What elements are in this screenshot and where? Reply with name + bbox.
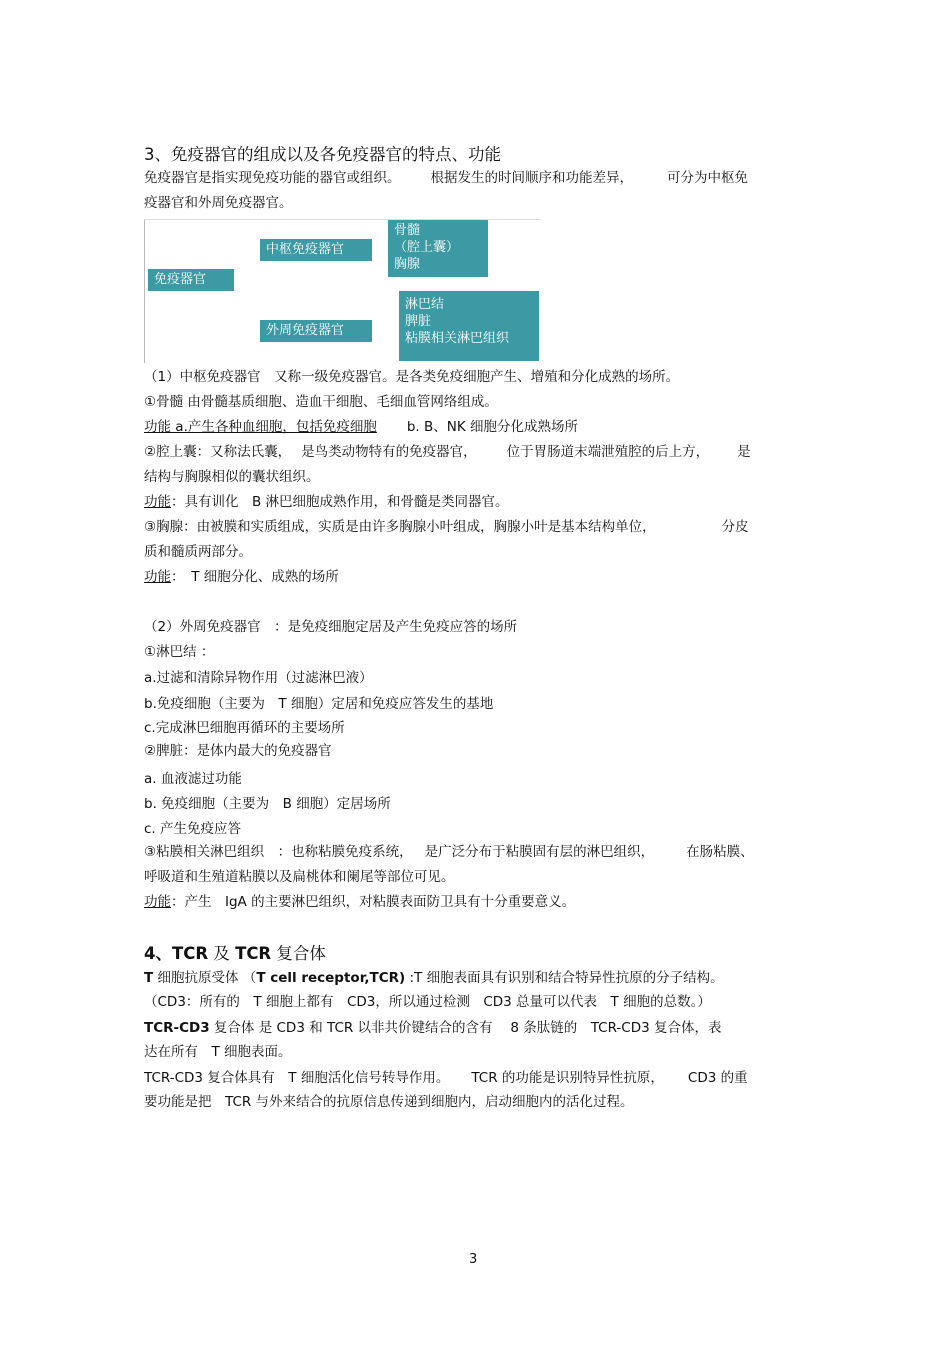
tcr-cd3-function-line-2: 要功能是把 TCR 与外来结合的抗原信息传递到细胞内，启动细胞内的活化过程。 bbox=[144, 1094, 634, 1110]
spleen-b: b. 免疫细胞（主要为 B 细胞）定居场所 bbox=[144, 796, 391, 812]
diagram-peripheral-box: 外周免疫器官 bbox=[260, 320, 372, 342]
tcr-cd3-function-line-1 bbox=[144, 1070, 748, 1088]
spleen-a: a. 血液滤过功能 bbox=[144, 771, 242, 787]
section-3-title: 3、免疫器官的组成以及各免疫器官的特点、功能 bbox=[144, 145, 501, 164]
tcr-text: T cell receptor,TCR) bbox=[256, 970, 406, 986]
intro-text-c: 可分为中枢免 bbox=[667, 170, 748, 186]
bursa-text-c: 位于胃肠道末端泄殖腔的后上方， bbox=[506, 444, 710, 460]
tcr-text: :T 细胞表面具有识别和结合特异性抗原的分子结构。 bbox=[405, 970, 724, 986]
page-number: 3 bbox=[469, 1252, 478, 1267]
peripheral-item: 淋巴结 bbox=[405, 297, 445, 312]
central-item: 骨髓 bbox=[394, 223, 421, 238]
section-4-title bbox=[144, 943, 326, 964]
spleen-c: c. 产生免疫应答 bbox=[144, 821, 242, 837]
peripheral-item: 粘膜相关淋巴组织 bbox=[405, 331, 510, 346]
tcr-cd3-text: 复合体 是 CD3 和 TCR 以非共价键结合的含有 8 条肽链的 TCR-CD3 复合体，表 bbox=[209, 1020, 722, 1036]
bone-marrow-line: ①骨髓 由骨髓基质细胞、造血干细胞、毛细血管网络组成。 bbox=[144, 394, 498, 410]
thymus-structure-line: 质和髓质两部分。 bbox=[144, 544, 252, 560]
central-organ-intro: （1）中枢免疫器官 又称一级免疫器官。是各类免疫细胞产生、增殖和分化成熟的场所。 bbox=[144, 369, 680, 385]
tcr-cd3-line-2: 达在所有 T 细胞表面。 bbox=[144, 1044, 292, 1060]
malt-text-b: 是广泛分布于粘膜固有层的淋巴组织， bbox=[424, 844, 655, 860]
tcr-text: T bbox=[144, 970, 154, 986]
title-part: TCR bbox=[235, 944, 272, 963]
function-text: ：具有训化 B 淋巴细胞成熟作用，和骨髓是类同器官。 bbox=[171, 494, 509, 510]
lymph-node-c: c.完成淋巴细胞再循环的主要场所 bbox=[144, 720, 345, 736]
tcr-definition-line bbox=[144, 970, 724, 988]
thymus-text-b: 分皮 bbox=[721, 519, 749, 535]
cd3-line: （CD3：所有的 T 细胞上都有 CD3，所以通过检测 CD3 总量可以代表 T 细胞的总数。） bbox=[144, 994, 711, 1010]
bursa-line bbox=[144, 444, 751, 462]
bone-marrow-function-line bbox=[144, 419, 578, 437]
thymus-function-line bbox=[144, 569, 339, 587]
title-part: 4、TCR bbox=[144, 944, 209, 963]
intro-line-2: 疫器官和外周免疫器官。 bbox=[144, 195, 293, 211]
title-part: 及 bbox=[208, 944, 236, 963]
diagram-left-border bbox=[144, 219, 145, 363]
diagram-root-box: 免疫器官 bbox=[148, 269, 234, 291]
tcr-cd3-text: TCR-CD3 bbox=[144, 1020, 210, 1036]
peripheral-item: 脾脏 bbox=[405, 314, 432, 329]
tcr-text: 细胞抗原受体 （ bbox=[153, 970, 257, 986]
function-text: ： T 细胞分化、成熟的场所 bbox=[171, 569, 339, 585]
bursa-structure-line: 结构与胸腺相似的囊状组织。 bbox=[144, 469, 320, 485]
lymph-node-b: b.免疫细胞（主要为 T 细胞）定居和免疫应答发生的基地 bbox=[144, 696, 494, 712]
malt-text-c: 在肠粘膜、 bbox=[686, 844, 754, 860]
central-item: （腔上囊） bbox=[394, 240, 460, 255]
malt-location-line: 呼吸道和生殖道粘膜以及扁桃体和阑尾等部位可见。 bbox=[144, 869, 455, 885]
bursa-text-d: 是 bbox=[737, 444, 751, 460]
malt-text-a: ③粘膜相关淋巴组织 ：也称粘膜免疫系统， bbox=[144, 844, 413, 860]
diagram-central-items-box bbox=[388, 220, 488, 277]
intro-text-b: 根据发生的时间顺序和功能差异， bbox=[430, 170, 633, 186]
diagram-central-box: 中枢免疫器官 bbox=[260, 239, 372, 261]
function-label: 功能 bbox=[144, 419, 171, 435]
tcr-function-text: CD3 的重 bbox=[687, 1070, 748, 1086]
diagram-peripheral-items-box bbox=[399, 291, 539, 361]
function-text-b: b. B、NK 细胞分化成熟场所 bbox=[406, 419, 579, 435]
thymus-text-a: ③胸腺：由被膜和实质组成，实质是由许多胸腺小叶组成，胸腺小叶是基本结构单位， bbox=[144, 519, 656, 535]
title-part: 复合体 bbox=[271, 944, 326, 963]
malt-function-line bbox=[144, 894, 575, 912]
intro-line-1 bbox=[144, 170, 748, 188]
intro-text-a: 免疫器官是指实现免疫功能的器官或组织。 bbox=[144, 170, 401, 186]
tcr-cd3-line-1 bbox=[144, 1020, 722, 1038]
central-item: 胸腺 bbox=[394, 257, 421, 272]
spleen-line: ②脾脏：是体内最大的免疫器官 bbox=[144, 743, 332, 759]
malt-line bbox=[144, 844, 754, 862]
tcr-function-text: TCR-CD3 复合体具有 T 细胞活化信号转导作用。 bbox=[144, 1070, 450, 1086]
thymus-line bbox=[144, 519, 749, 537]
lymph-node-a: a.过滤和清除异物作用（过滤淋巴液） bbox=[144, 670, 373, 686]
function-label: 功能 bbox=[144, 894, 171, 910]
tcr-function-text: TCR 的功能是识别特异性抗原， bbox=[471, 1070, 664, 1086]
bursa-text-b: 是鸟类动物特有的免疫器官， bbox=[301, 444, 477, 460]
function-text-a: a.产生各种血细胞，包括免疫细胞 bbox=[171, 419, 377, 435]
bursa-text-a: ②腔上囊：又称法氏囊， bbox=[144, 444, 292, 460]
peripheral-organ-intro: （2）外周免疫器官 ：是免疫细胞定居及产生免疫应答的场所 bbox=[144, 619, 518, 635]
function-label: 功能 bbox=[144, 494, 171, 510]
function-text: ：产生 IgA 的主要淋巴组织，对粘膜表面防卫具有十分重要意义。 bbox=[171, 894, 576, 910]
lymph-node-line: ①淋巴结 ： bbox=[144, 644, 215, 660]
immune-organ-diagram bbox=[144, 219, 541, 363]
function-label: 功能 bbox=[144, 569, 171, 585]
bursa-function-line bbox=[144, 494, 509, 512]
